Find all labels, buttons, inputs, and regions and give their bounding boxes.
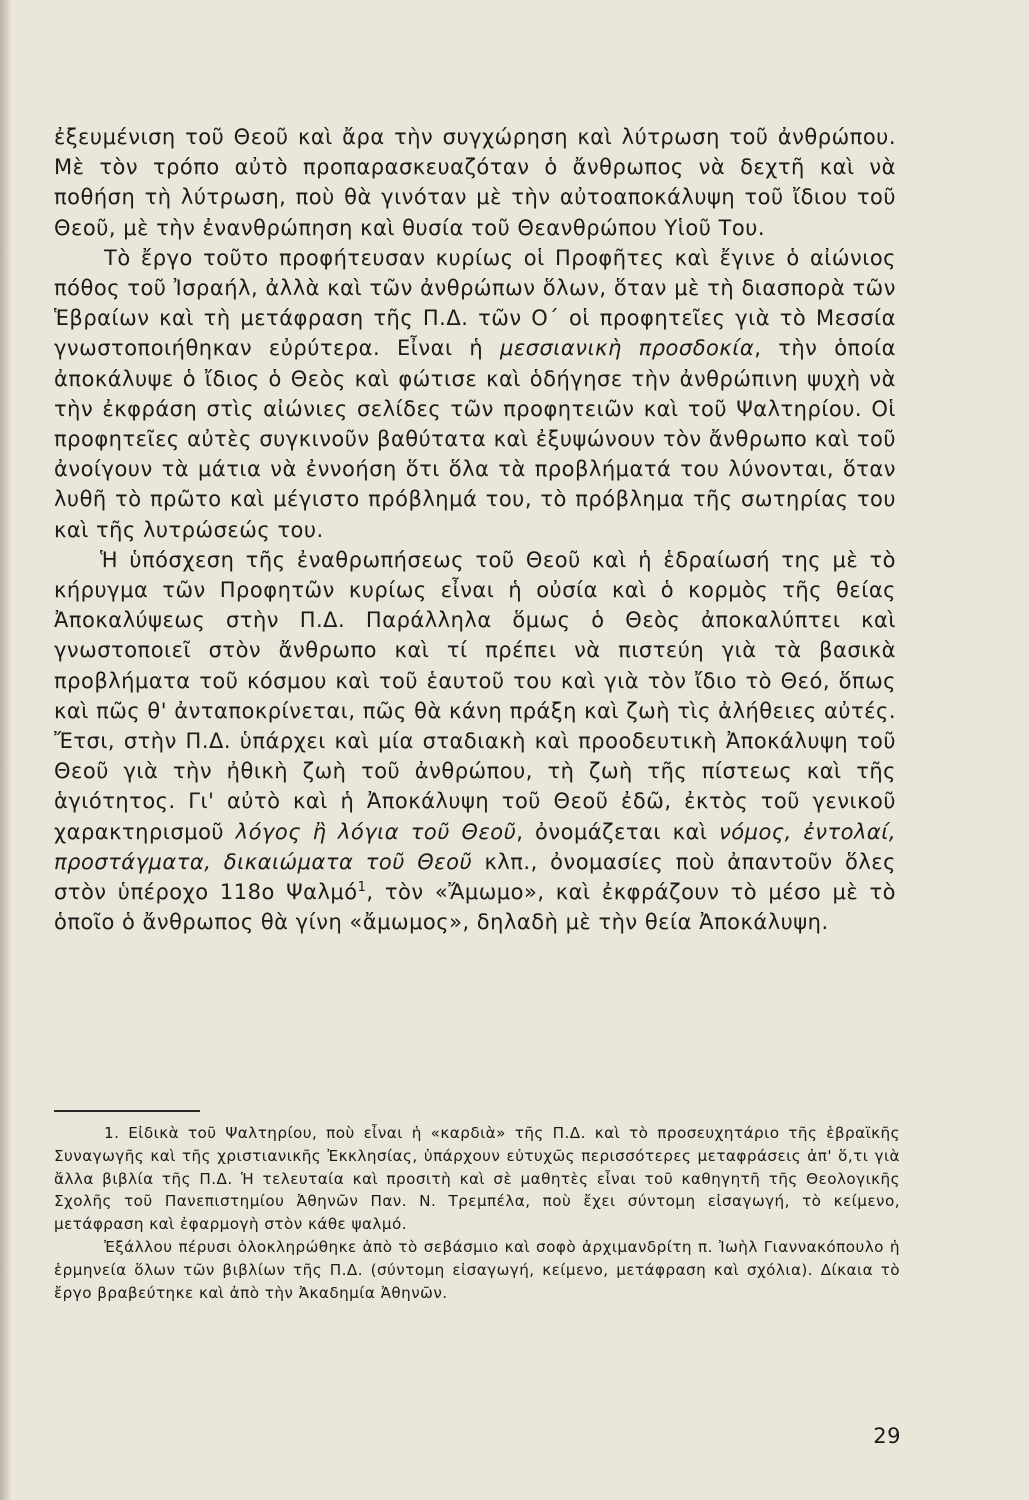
main-text: [54, 122, 896, 937]
footnotes: [54, 1122, 900, 1304]
footnote-divider: [54, 1110, 200, 1112]
page-binding-shadow: [0, 0, 12, 1500]
page-number: 29: [873, 1424, 901, 1448]
paragraph-3-text-d: , τὸν «Ἄμωμο», καὶ ἐκφράζουν τὸ μέσο μὲ τὸ ὁποῖο ὁ ἄνθρωπος θὰ γίνη «ἄμωμος», δηλαδὴ μὲ τὴν θεία Ἀποκάλυψη.: [54, 880, 896, 935]
paragraph-3-text-c: κλπ., ὀνομασίες ποὺ ἀπαντοῦν ὅλες στὸν ὑπέροχο 118ο Ψαλμό: [54, 849, 896, 905]
paragraph-3-text-b: , ὀνομάζεται καὶ: [516, 819, 720, 844]
paragraph-3: [54, 545, 896, 938]
paragraph-3-italic-a: λόγος ἢ λόγια τοῦ Θεοῦ: [235, 819, 517, 844]
paragraph-2: [54, 243, 896, 545]
paragraph-2-italic-term: μεσσιανικὴ προσδοκία: [499, 336, 755, 361]
footnote-reference[interactable]: 1: [357, 880, 367, 896]
footnote-1-continued: Ἐξάλλου πέρυσι ὁλοκληρώθηκε ἀπὸ τὸ σεβάσμιο καὶ σοφὸ ἀρχιμανδρίτη π. Ἰωὴλ Γιαννακόπουλο ἡ ἑρμηνεία ὅλων τῶν βιβλίων τῆς Π.Δ. (σύντομη εἰσαγωγή, κείμενο, μετάφραση καὶ σχόλια). Δίκαια τὸ ἔργο βραβεύτηκε καὶ ἀπὸ τὴν Ἀκαδημία Ἀθηνῶν.: [54, 1237, 900, 1302]
footnote-1: 1. Εἰδικὰ τοῦ Ψαλτηρίου, ποὺ εἶναι ἡ «καρδιὰ» τῆς Π.Δ. καὶ τὸ προσευχητάριο τῆς ἑβραϊκῆς Συναγωγῆς καὶ τῆς χριστιανικῆς Ἐκκλησίας, ὑπάρχουν εὐτυχῶς περισσότερες μεταφράσεις ἀπ' ὅ,τι γιὰ ἄλλα βιβλία τῆς Π.Δ. Ἡ τελευταία καὶ προσιτὴ καὶ σὲ μαθητὲς εἶναι τοῦ καθηγητῆ τῆς Θεολογικῆς Σχολῆς τοῦ Πανεπιστημίου Ἀθηνῶν Παν. Ν. Τρεμπέλα, ποὺ ἔχει σύντομη εἰσαγωγή, τὸ κείμενο, μετάφραση καὶ ἐφαρμογὴ στὸν κάθε ψαλμό.: [54, 1124, 900, 1234]
paragraph-3-italic-b: νόμος, ἐντολαί, προστάγματα, δικαιώματα τοῦ Θεοῦ: [54, 819, 896, 874]
paragraph-3-text-a: Ἡ ὑπόσχεση τῆς ἐναθρωπήσεως τοῦ Θεοῦ καὶ ἡ ἑδραίωσή της μὲ τὸ κήρυγμα τῶν Προφητῶν κυρίως εἶναι ἡ οὐσία καὶ ὁ κορμὸς τῆς θείας Ἀποκαλύψεως στὴν Π.Δ. Παράλληλα ὅμως ὁ Θεὸς ἀποκαλύπτει καὶ γνωστοποιεῖ στὸν ἄνθρωπο καὶ τί πρέπει νὰ πιστεύη γιὰ τὰ βασικὰ προβλήματα τοῦ κόσμου καὶ τοῦ ἑαυτοῦ του καὶ γιὰ τὸν ἴδιο τὸ Θεό, ὅπως καὶ πῶς θ' ἀνταποκρίνεται, πῶς θὰ κάνη πράξη καὶ ζωὴ τὶς ἀλήθειες αὐτές. Ἔτσι, στὴν Π.Δ. ὑπάρχει καὶ μία σταδιακὴ καὶ προοδευτικὴ Ἀποκάλυψη τοῦ Θεοῦ γιὰ τὴν ἠθικὴ ζωὴ τοῦ ἀνθρώπου, τὴ ζωὴ τῆς πίστεως καὶ τῆς ἁγιότητος. Γι' αὐτὸ καὶ ἡ Ἀποκάλυψη τοῦ Θεοῦ ἐδῶ, ἐκτὸς τοῦ γενικοῦ χαρακτηρισμοῦ: [54, 547, 896, 844]
paragraph-1: ἐξευμένιση τοῦ Θεοῦ καὶ ἄρα τὴν συγχώρηση καὶ λύτρωση τοῦ ἀνθρώπου. Μὲ τὸν τρόπο αὐτὸ προπαρασκευαζόταν ὁ ἄνθρωπος νὰ δεχτῆ καὶ νὰ ποθήση τὴ λύτρωση, ποὺ θὰ γινόταν μὲ τὴν αὐτοαποκάλυψη τοῦ ἴδιου τοῦ Θεοῦ, μὲ τὴν ἐνανθρώπηση καὶ θυσία τοῦ Θεανθρώπου Υἱοῦ Του.: [54, 125, 896, 240]
paragraph-2-text-b: , τὴν ὁποία ἀποκάλυψε ὁ ἴδιος ὁ Θεὸς καὶ φώτισε καὶ ὁδήγησε τὴν ἀνθρώπινη ψυχὴ νὰ τὴν ἐκφράση στὶς αἰώνιες σελίδες τῶν προφητειῶν καὶ τοῦ Ψαλτηρίου. Οἱ προφητεῖες αὐτὲς συγκινοῦν βαθύτατα καὶ ἐξυψώνουν τὸν ἄνθρωπο καὶ τοῦ ἀνοίγουν τὰ μάτια νὰ ἐννοήση ὅτι ὅλα τὰ προβλήματά του λύνονται, ὅταν λυθῆ τὸ πρῶτο καὶ μέγιστο πρόβλημά του, τὸ πρόβλημα τῆς σωτηρίας του καὶ τῆς λυτρώσεώς του.: [54, 336, 896, 542]
paragraph-2-text-a: Τὸ ἔργο τοῦτο προφήτευσαν κυρίως οἱ Προφῆτες καὶ ἔγινε ὁ αἰώνιος πόθος τοῦ Ἰσραήλ, ἀλλὰ καὶ τῶν ἀνθρώπων ὅλων, ὅταν μὲ τὴ διασπορὰ τῶν Ἑβραίων καὶ τὴ μετάφραση τῆς Π.Δ. τῶν Ο´ οἱ προφητεῖες γιὰ τὸ Μεσσία γνωστοποιήθηκαν εὐρύτερα. Εἶναι ἡ: [54, 245, 896, 361]
